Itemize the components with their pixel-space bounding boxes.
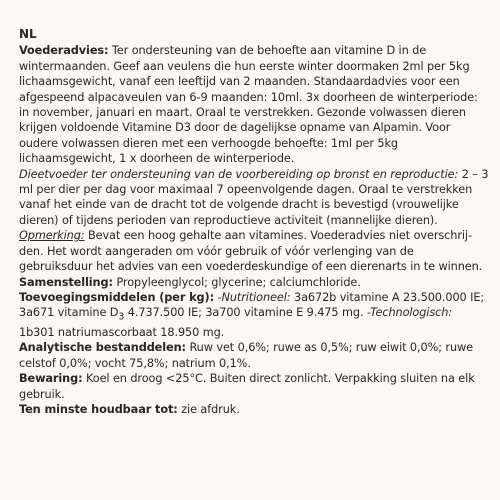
label-text (19, 27, 489, 417)
houdbaar-paragraph (19, 402, 489, 417)
bewaring-paragraph (19, 371, 489, 402)
opmerking-paragraph (19, 228, 489, 274)
dieetvoeder-italic: Dieetvoeder ter ondersteuning van de voorbereiding op bronst en reproductie: (19, 167, 459, 181)
language-code: NL (19, 27, 37, 41)
samenstelling-paragraph (19, 275, 489, 290)
toevoegingsmiddelen-heading: Toevoegingsmiddelen (per kg): (19, 290, 215, 304)
voederadvies-paragraph (19, 43, 489, 166)
opmerking-heading: Opmerking: (19, 229, 85, 243)
samenstelling-heading: Samenstelling: (19, 275, 113, 289)
analytische-heading: Analytische bestanddelen: (19, 341, 186, 355)
toevoegingsmiddelen-paragraph (19, 290, 489, 340)
dieetvoeder-paragraph (19, 167, 489, 229)
analytische-paragraph (19, 340, 489, 371)
technologisch-label: -Technologisch: (363, 306, 453, 320)
voederadvies-text: Ter ondersteuning van de behoefte aan vitamine D in de wintermaanden. Geef aan veulens die hun eerste winter doormaken 2ml per 5kg lichaamsgewicht, vanaf een leeftijd van 2 maanden. Standaardadvies voor een afgespeend alpacaveulen van 6-9 maanden: 10ml. 3x doorheen de winterperiode: in november, januari en maart. Oraal te verstrekken. Gezonde volwassen dieren krijgen voldoende Vitamine D3 door de dagelijkse opname van Alpamin. Voor oudere volwassen dieren met een verhoogde behoefte: 1ml per 5kg lichaamsgewicht, 1 x doorheen de winterperiode. (19, 44, 478, 166)
bewaring-text: Koel en droog <25°C. Buiten direct zonlicht. Verpakking sluiten na elk gebruik. (19, 372, 475, 401)
nutritioneel-text-2: 4.737.500 IE; 3a700 vitamine E 9.475 mg. (124, 306, 364, 320)
houdbaar-text: zie afdruk. (177, 403, 240, 416)
voederadvies-heading: Voederadvies: (19, 44, 109, 58)
samenstelling-text: Propyleenglycol; glycerine; calciumchloride. (112, 275, 361, 289)
nutritioneel-text: 3a672b vitamine A 23.500.000 IE; 3a671 vitamine D (19, 290, 485, 320)
opmerking-text: Bevat een hoog gehalte aan vitamines. Voederadvies niet overschrij-den. Het wordt aangeraden om vóór gebruik of vóór verlenging van de gebruiksduur het advies van een voederdeskundige of een dierenarts in te winnen. (19, 229, 483, 274)
d3-subscript: 3 (118, 311, 125, 323)
dieetvoeder-text: 2 – 3 ml per dier per dag voor maximaal 7 opeenvolgende dagen. Oraal te verstrekken vanaf het einde van de dracht tot de volgende dracht is bevestigd (vrouwelijke dieren) of tijdens perioden van reproductieve activiteit (mannelijke dieren). (19, 167, 489, 227)
houdbaar-heading: Ten minste houdbaar tot: (19, 403, 178, 416)
nutritioneel-label: -Nutritioneel: (214, 290, 291, 304)
technologisch-text: 1b301 natriumascorbaat 18.950 mg. (19, 325, 225, 339)
analytische-text: Ruw vet 0,6%; ruwe as 0,5%; ruw eiwit 0,0%; ruwe celstof 0,0%; vocht 75,8%; natrium 0,1%. (19, 341, 474, 370)
bewaring-heading: Bewaring: (19, 372, 83, 386)
